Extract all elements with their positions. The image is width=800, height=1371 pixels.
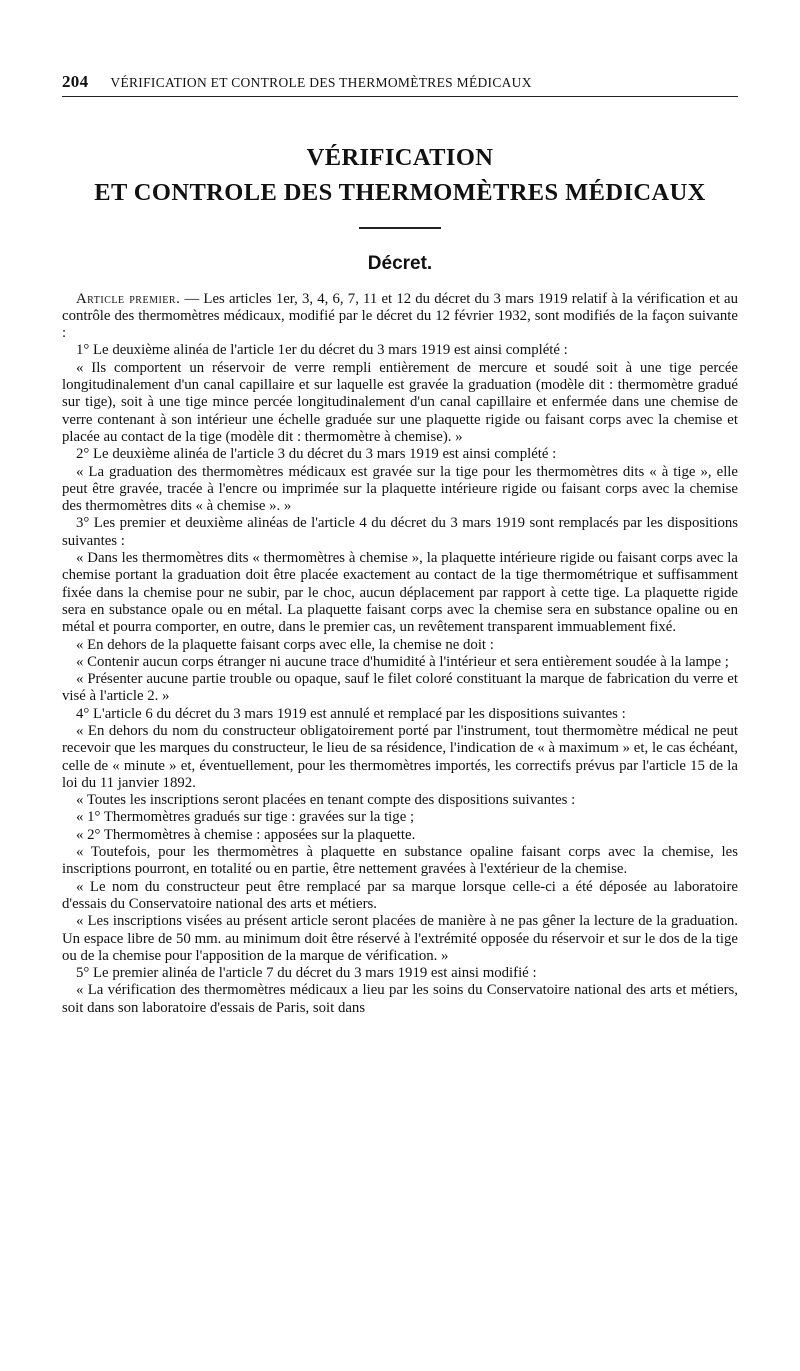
page bbox=[62, 72, 738, 1017]
article-title bbox=[62, 141, 738, 211]
body-text bbox=[62, 291, 738, 1017]
paragraph-text: — Les articles 1er, 3, 4, 6, 7, 11 et 12 du décret du 3 mars 1919 relatif à la vérification et au contrôle des thermomètres médicaux, modifié par le décret du 12 février 1932, sont modifiés de la façon suivante : bbox=[62, 290, 738, 342]
paragraph: « Contenir aucun corps étranger ni aucune trace d'humidité à l'intérieur et sera entièrement soudée à la lampe ; bbox=[76, 653, 729, 670]
paragraph: « 2° Thermomètres à chemise : apposées sur la plaquette. bbox=[76, 826, 416, 843]
paragraph: « 1° Thermomètres gradués sur tige : gravées sur la tige ; bbox=[76, 809, 415, 826]
article-label: Article premier. bbox=[76, 290, 181, 307]
paragraph: 1° Le deuxième alinéa de l'article 1er du décret du 3 mars 1919 est ainsi complété : bbox=[76, 342, 568, 359]
paragraph bbox=[62, 291, 738, 343]
paragraph: « En dehors du nom du constructeur obligatoirement porté par l'instrument, tout thermomètre médical ne peut recevoir que les marques du constructeur, le lieu de sa résidence, l'indication de « à maximum » et, le cas échéant, celle de « minute » et, éventuellement, pour les thermomètres importés, les correctifs prévus par l'article 15 de la loi du 11 janvier 1892. bbox=[62, 722, 738, 791]
paragraph: 5° Le premier alinéa de l'article 7 du décret du 3 mars 1919 est ainsi modifié : bbox=[76, 965, 537, 982]
paragraph: « La graduation des thermomètres médicaux est gravée sur la tige pour les thermomètres dits « à tige », elle peut être gravée, tracée à l'encre ou imprimée sur la plaquette intérieure rigide ou faisant corps avec la chemise des thermomètres dits « à chemise ». » bbox=[62, 463, 738, 515]
running-head-title: VÉRIFICATION ET CONTROLE DES THERMOMÈTRES MÉDICAUX bbox=[110, 75, 532, 90]
paragraph: 3° Les premier et deuxième alinéas de l'article 4 du décret du 3 mars 1919 sont remplacés par les dispositions suivantes : bbox=[62, 515, 738, 549]
paragraph: 2° Le deuxième alinéa de l'article 3 du décret du 3 mars 1919 est ainsi complété : bbox=[76, 446, 557, 463]
paragraph: « La vérification des thermomètres médicaux a lieu par les soins du Conservatoire national des arts et métiers, soit dans son laboratoire d'essais de Paris, soit dans bbox=[62, 982, 738, 1016]
paragraph: « Toutefois, pour les thermomètres à plaquette en substance opaline faisant corps avec la chemise, les inscriptions pourront, en totalité ou en partie, être nettement gravées à l'extérieur de la chemise. bbox=[62, 844, 738, 878]
paragraph: « Le nom du constructeur peut être remplacé par sa marque lorsque celle-ci a été déposée au laboratoire d'essais du Conservatoire national des arts et métiers. bbox=[62, 878, 738, 912]
title-divider bbox=[359, 227, 441, 229]
paragraph: « Ils comportent un réservoir de verre rempli entièrement de mercure et soudé soit à une tige percée longitudinalement d'un canal capillaire et sur laquelle est gravée la graduation (modèle dit : thermomètre gradué sur tige), soit à une tige mince percée longitudinalement d'un canal capillaire et enfermée dans une chemise de verre contenant à son intérieur une échelle graduée sur une plaquette rigide ou faisant corps avec la chemise et placée au contact de la tige (modèle dit : thermomètre à chemise). » bbox=[62, 359, 738, 445]
paragraph: « Les inscriptions visées au présent article seront placées de manière à ne pas gêner la lecture de la graduation. Un espace libre de 50 mm. au minimum doit être réservé à l'extrémité opposée du réservoir et sur le dos de la tige ou de la chemise pour l'apposition de la marque de vérification. » bbox=[62, 913, 738, 964]
paragraph: « Présenter aucune partie trouble ou opaque, sauf le filet coloré constituant la marque de fabrication du verre et visé à l'article 2. » bbox=[62, 671, 738, 705]
running-head bbox=[62, 72, 738, 97]
page-number: 204 bbox=[62, 72, 89, 91]
title-line-2: ET CONTROLE DES THERMOMÈTRES MÉDICAUX bbox=[94, 178, 706, 206]
paragraph: « En dehors de la plaquette faisant corps avec elle, la chemise ne doit : bbox=[76, 636, 494, 653]
paragraph: « Toutes les inscriptions seront placées en tenant compte des dispositions suivantes : bbox=[76, 792, 576, 809]
paragraph: 4° L'article 6 du décret du 3 mars 1919 est annulé et remplacé par les dispositions suivantes : bbox=[76, 705, 626, 722]
title-line-1: VÉRIFICATION bbox=[306, 144, 494, 171]
paragraph: « Dans les thermomètres dits « thermomètres à chemise », la plaquette intérieure rigide ou faisant corps avec la chemise portant la graduation doit être placée exactement au contact de la tige thermométrique et suffisamment fixée dans la chemise pour ne subir, par le choc, aucun déplacement par rapport à cette tige. La plaquette rigide sera en substance opale ou en métal. La plaquette faisant corps avec la chemise sera en substance opaline ou en métal et pourra comporter, en outre, dans le premier cas, un revêtement transparent immuablement fixé. bbox=[62, 550, 738, 636]
section-heading: Décret. bbox=[367, 252, 433, 274]
